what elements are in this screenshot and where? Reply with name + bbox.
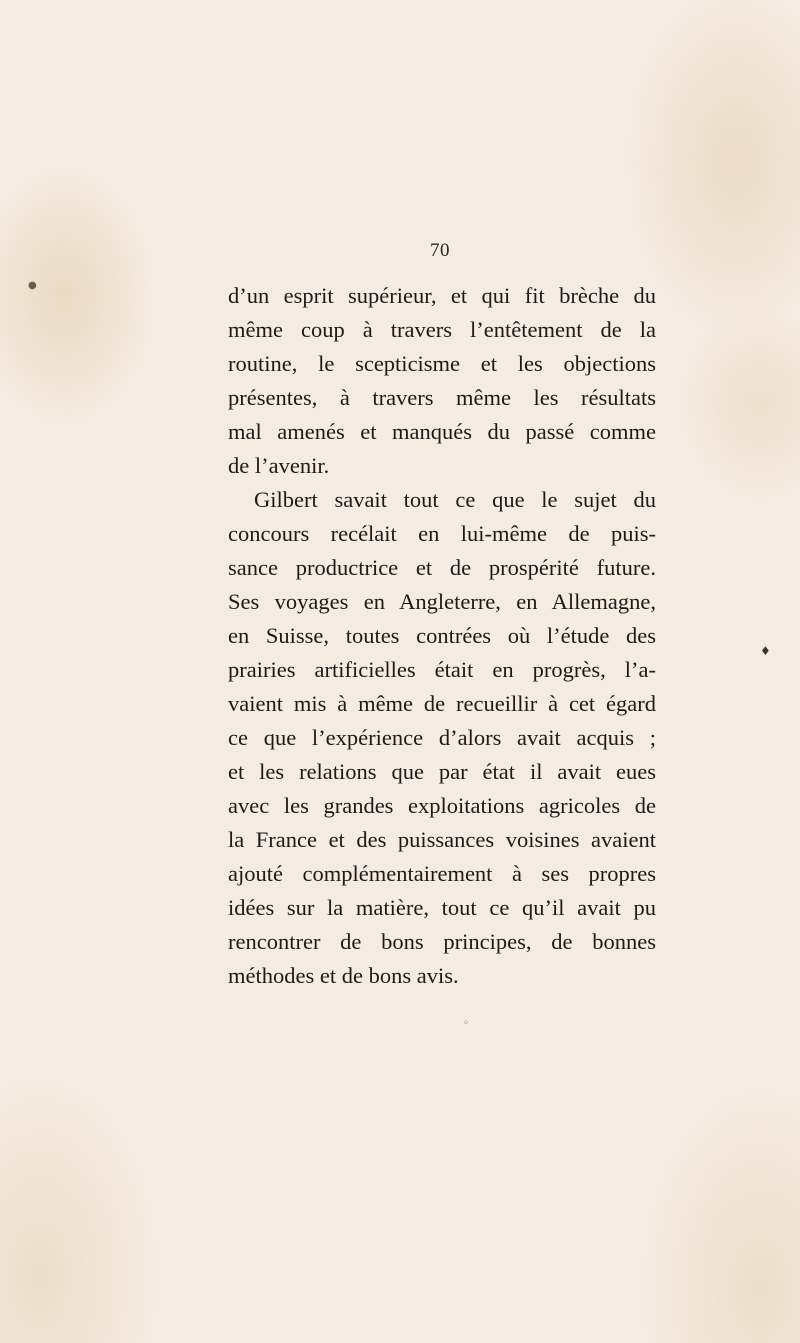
text-line: et les relations que par état il avait eues [228, 759, 656, 784]
text-line: d’un esprit supérieur, et qui fit brèche du [228, 283, 656, 308]
text-line: idées sur la matière, tout ce qu’il avait pu [228, 895, 656, 920]
text-line: ajouté complémentairement à ses propres [228, 861, 656, 886]
text-line: de l’avenir. [228, 453, 330, 478]
text-line: Gilbert savait tout ce que le sujet du [254, 487, 656, 512]
text-line: rencontrer de bons principes, de bonnes [228, 929, 656, 954]
text-line: même coup à travers l’entêtement de la [228, 317, 656, 342]
text-line: présentes, à travers même les résultats [228, 385, 656, 410]
text-line: mal amenés et manqués du passé comme [228, 419, 656, 444]
paper-speck-icon: ♦ [760, 644, 771, 658]
paper-speck-icon: ◦ [463, 1018, 469, 1029]
page-text [228, 279, 656, 993]
text-line: méthodes et de bons avis. [228, 963, 459, 988]
text-line: vaient mis à même de recueillir à cet égard [228, 691, 656, 716]
text-line: la France et des puissances voisines avaient [228, 827, 656, 852]
text-line: prairies artificielles était en progrès, l’a- [228, 657, 656, 682]
text-line: en Suisse, toutes contrées où l’étude des [228, 623, 656, 648]
text-line: concours recélait en lui-même de puis- [228, 521, 656, 546]
text-line: avec les grandes exploitations agricoles de [228, 793, 656, 818]
page-number: 70 [430, 240, 450, 261]
paper-speck-icon: ● [28, 280, 37, 291]
text-line: sance productrice et de prospérité future. [228, 555, 656, 580]
text-line: Ses voyages en Angleterre, en Allemagne, [228, 589, 656, 614]
text-line: ce que l’expérience d’alors avait acquis ; [228, 725, 656, 750]
text-line: routine, le scepticisme et les objections [228, 351, 656, 376]
